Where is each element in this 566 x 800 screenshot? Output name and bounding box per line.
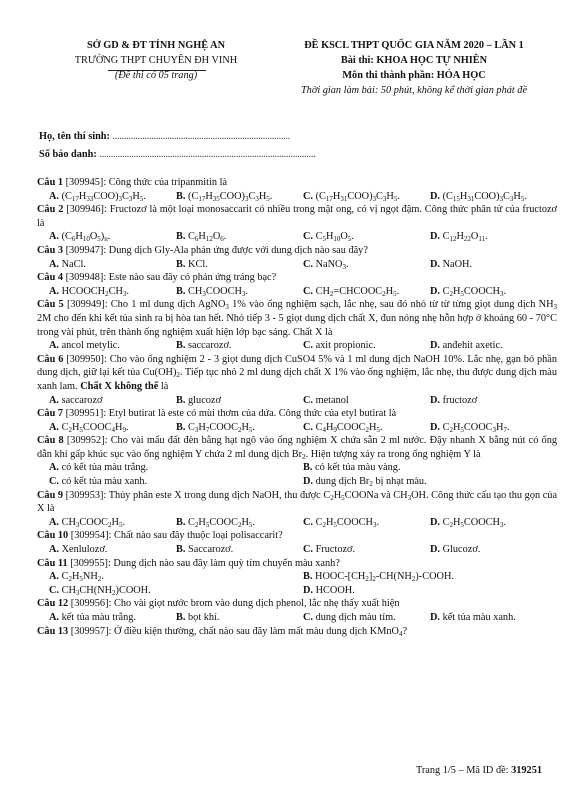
option-letter: B. [176, 190, 189, 202]
question-text: [309945]: Công thức của tripanmitin là [65, 177, 228, 188]
option-letter: B. [176, 394, 189, 406]
option-letter: D. [430, 544, 443, 556]
question-11 [37, 557, 557, 598]
option-letter: C. [303, 421, 316, 433]
question-label: Câu 3 [37, 244, 66, 256]
candidate-id-field[interactable]: ............................................................................................... [99, 149, 316, 160]
question-3 [37, 244, 557, 271]
question-stem [37, 597, 557, 611]
option-text: kết tủa màu xanh. [442, 612, 516, 623]
option-letter: B. [176, 340, 189, 352]
option-text: axit propionic. [315, 340, 376, 352]
answer-options [37, 570, 557, 597]
option-text: có kết tủa màu vàng. [315, 462, 401, 474]
question-label: Câu 11 [37, 557, 71, 569]
option-text: Xenlulozơ. [61, 544, 108, 556]
question-stem [37, 271, 557, 285]
option-text: $C_5H_{10}O_5$. [315, 231, 354, 244]
option-text: $C_6H_{12}O_6$. [188, 231, 227, 244]
question-stem [37, 176, 557, 190]
answer-option-b[interactable] [176, 339, 303, 353]
question-7 [37, 407, 557, 434]
option-text: $CH_3COOCH_3$. [188, 285, 248, 298]
candidate-name-label: Họ, tên thí sinh: [39, 131, 110, 142]
option-letter: D. [430, 258, 443, 270]
option-letter: C. [303, 544, 316, 556]
question-text: [309951]: Etyl butirat là este có mùi thơm của dứa. Công thức của etyl butirat là [65, 408, 397, 420]
option-letter: C. [303, 258, 316, 270]
answer-options [37, 190, 557, 204]
question-stem [37, 557, 557, 571]
option-text: $C_2H_5COOC_3H_7$. [442, 421, 510, 434]
option-text: $(C_{17}H_{33}COO)_3C_3H_5$. [61, 190, 146, 203]
page-footer [416, 764, 542, 778]
candidate-name-row [39, 128, 315, 146]
answer-option-c[interactable] [303, 339, 430, 353]
option-letter: A. [49, 421, 62, 433]
option-text: anđehit axetic. [442, 340, 503, 352]
answer-option-d[interactable] [430, 258, 557, 272]
option-text: dung dịch màu tím. [315, 612, 396, 623]
answer-option-d[interactable] [430, 230, 557, 244]
answer-option-a[interactable] [49, 230, 176, 244]
answer-option-b[interactable] [176, 258, 303, 272]
option-text: $CH_2=CHCOOC_2H_5$. [315, 285, 400, 298]
answer-option-a[interactable] [49, 394, 176, 408]
question-9 [37, 489, 557, 530]
question-4 [37, 271, 557, 298]
option-text: $C_2H_5COOC_4H_9$. [61, 421, 129, 434]
option-letter: B. [176, 516, 189, 528]
option-letter: B. [176, 421, 189, 433]
question-label: Câu 6 [37, 353, 67, 365]
option-letter: B. [176, 544, 189, 556]
option-letter: A. [49, 516, 62, 528]
candidate-name-field[interactable]: .............................................................................. [112, 131, 290, 142]
question-text: [309950]: Cho vào ống nghiệm 2 - 3 giọt dung dịch CuSO4 5% và 1 ml dung dịch NaOH 10%. Lắc nhẹ, gạn bỏ phần dung dịch, giữ lại kết tủa $Cu(OH)_2$. Tiếp tục nhỏ 2 ml dung dịch chất X 1% vào ống nghiệm, lắc nhẹ, thu được dung dịch màu xanh lam. Chất X không thể là [37, 353, 558, 392]
question-text: [309948]: Este nào sau đây có phản ứng tráng bạc? [65, 272, 277, 284]
question-stem [37, 625, 557, 639]
option-text: NaOH. [442, 258, 473, 270]
option-letter: C. [303, 612, 316, 623]
option-letter: D. [430, 190, 443, 202]
answer-option-a[interactable] [49, 258, 176, 272]
option-letter: A. [49, 544, 62, 556]
answer-option-b[interactable] [176, 516, 303, 530]
option-letter: A. [49, 571, 62, 583]
option-letter: A. [49, 394, 62, 406]
answer-option-c[interactable] [303, 258, 430, 272]
option-text: NaCl. [61, 258, 86, 270]
question-10 [37, 529, 557, 556]
candidate-id-label: Số báo danh: [39, 149, 97, 160]
option-letter: D. [430, 285, 443, 297]
option-text: glucozơ [188, 394, 221, 406]
question-label: Câu 7 [37, 408, 66, 420]
answer-options [37, 461, 557, 488]
option-letter: C. [303, 231, 316, 243]
answer-options [37, 339, 557, 353]
question-1 [37, 176, 557, 203]
option-letter: D. [430, 231, 443, 243]
footer-exam-id: 319251 [511, 765, 542, 776]
question-8 [37, 434, 557, 488]
option-letter: B. [176, 612, 189, 623]
answer-option-b[interactable] [176, 230, 303, 244]
exam-title: ĐỀ KSCL THPT QUỐC GIA NĂM 2020 – LẦN 1 [304, 40, 524, 51]
option-text: $C_2H_5NH_2$. [61, 571, 104, 584]
answer-option-d[interactable] [430, 285, 557, 299]
department-name: SỞ GD & ĐT TỈNH NGHỆ AN [86, 40, 226, 51]
option-letter: D. [430, 516, 443, 528]
option-text: HOOC-$[CH_2]_2-CH(NH_2)$-COOH. [315, 571, 454, 584]
answer-options [37, 611, 557, 625]
option-text: saccarozơ [61, 394, 103, 406]
question-list [37, 176, 557, 638]
option-text: $CH_3COOC_2H_5$. [61, 516, 126, 529]
question-stem [37, 529, 557, 543]
answer-option-d[interactable] [430, 339, 557, 353]
question-text: [309947]: Dung dịch Gly-Ala phản ứng được với dung dịch nào sau đây? [65, 244, 368, 256]
option-text: $(C_{15}H_{31}COO)_3C_3H_5$. [442, 190, 527, 203]
question-stem [37, 353, 557, 394]
option-letter: A. [49, 462, 62, 474]
option-letter: C. [49, 476, 62, 488]
answer-option-b[interactable] [176, 394, 303, 408]
answer-option-b[interactable] [176, 190, 303, 204]
answer-option-c[interactable] [303, 421, 430, 435]
test-name: Bài thi: KHOA HỌC TỰ NHIÊN [340, 55, 488, 66]
option-letter: D. [430, 394, 443, 406]
question-text: [309954]: Chất nào sau đây thuộc loại polisaccarit? [70, 530, 283, 542]
subject-name: Môn thi thành phần: HÓA HỌC [342, 70, 486, 81]
question-label: Câu 13 [37, 625, 71, 637]
answer-option-c[interactable] [303, 230, 430, 244]
option-text: $C_2H_5COOC_2H_5$. [188, 516, 255, 529]
question-text: [309956]: Cho vài giọt nước brom vào dung dịch phenol, lắc nhẹ thấy xuất hiện [70, 598, 400, 610]
option-letter: B. [176, 285, 189, 297]
option-letter: C. [303, 516, 316, 528]
candidate-info [39, 128, 315, 164]
answer-option-b[interactable] [176, 421, 303, 435]
option-letter: D. [303, 476, 316, 488]
question-2 [37, 203, 557, 244]
option-letter: A. [49, 258, 62, 270]
question-text: [309946]: Fructozơ là một loại monosaccarit có nhiều trong mật ong, có vị ngọt đậm. Công thức phân tử của fructozơ là [37, 204, 557, 229]
option-letter: C. [49, 584, 62, 596]
option-letter: A. [49, 612, 62, 623]
option-letter: A. [49, 190, 62, 202]
question-stem [37, 203, 557, 230]
question-label: Câu 2 [37, 204, 67, 216]
option-letter: B. [176, 258, 189, 270]
question-stem [37, 489, 557, 516]
answer-options [37, 421, 557, 435]
question-label: Câu 1 [37, 177, 66, 188]
answer-option-d[interactable] [430, 421, 557, 435]
answer-option-b[interactable] [176, 285, 303, 299]
answer-option-a[interactable] [49, 285, 176, 299]
option-text: $CH_3CH(NH_2)COOH$. [61, 584, 151, 597]
option-letter: C. [303, 190, 316, 202]
question-12 [37, 597, 557, 624]
option-text: $C_2H_5COOCH_3$. [442, 285, 507, 298]
option-text: $(C_6H_{10}O_5)_n$. [61, 231, 111, 244]
answer-options [37, 543, 557, 557]
answer-option-d[interactable] [430, 543, 557, 557]
answer-option-d[interactable] [430, 516, 557, 530]
answer-option-a[interactable] [49, 461, 303, 475]
question-label: Câu 12 [37, 598, 71, 610]
answer-option-c[interactable] [303, 394, 430, 408]
answer-options [37, 258, 557, 272]
answer-option-d[interactable] [303, 475, 557, 489]
option-text: $C_{12}H_{22}O_{11}$. [442, 231, 488, 244]
option-text: KCl. [188, 258, 208, 270]
answer-option-a[interactable] [49, 339, 176, 353]
answer-option-b[interactable] [176, 543, 303, 557]
option-letter: D. [430, 340, 443, 352]
answer-option-d[interactable] [303, 584, 557, 598]
answer-options [37, 230, 557, 244]
answer-options [37, 394, 557, 408]
option-letter: C. [303, 394, 316, 406]
answer-option-d[interactable] [430, 394, 557, 408]
answer-option-b[interactable] [303, 461, 557, 475]
answer-option-a[interactable] [49, 516, 176, 530]
option-letter: D. [430, 421, 443, 433]
answer-option-d[interactable] [430, 611, 557, 625]
option-text: fructozơ [442, 394, 478, 406]
option-text: có kết tủa màu trắng. [61, 462, 149, 474]
option-letter: A. [49, 340, 62, 352]
question-text: [309949]: Cho 1 ml dung dịch AgNO$_3$ 1% vào ống nghiệm sạch, lắc nhẹ, sau đó nhỏ từ từ từng giọt dung dịch $NH_3$ 2M cho đến khi kết tủa sinh ra bị hòa tan hết. Nhỏ tiếp 3 - 5 giọt dung dịch chất X, đun nóng nhẹ hỗn hợp ở khoảng 60 - 70°C trong vài phút, trên thành ống nghiệm xuất hiện lớp bạc sáng. Chất X là [37, 299, 558, 338]
question-5 [37, 298, 557, 352]
option-letter: C. [303, 340, 316, 352]
question-text: [309955]: Dung dịch nào sau đây làm quỳ tím chuyển màu xanh? [70, 557, 340, 569]
answer-option-d[interactable] [430, 190, 557, 204]
option-letter: D. [430, 612, 443, 623]
answer-option-a[interactable] [49, 543, 176, 557]
option-text: $C_2H_5COOCH_3$. [442, 516, 507, 529]
option-letter: B. [303, 462, 316, 474]
option-letter: A. [49, 285, 62, 297]
option-text: $C_2H_5COOCH_3$. [315, 516, 380, 529]
answer-option-a[interactable] [49, 570, 303, 584]
header-right [268, 38, 560, 98]
option-text: kết tủa màu trắng. [61, 612, 136, 623]
question-label: Câu 8 [37, 435, 67, 447]
question-label: Câu 5 [37, 299, 67, 311]
header-divider [108, 70, 206, 71]
option-text: $C_4H_9COOC_2H_5$. [315, 421, 383, 434]
answer-option-c[interactable] [303, 516, 430, 530]
question-label: Câu 4 [37, 272, 66, 284]
question-stem [37, 434, 557, 461]
footer-page-text: Trang 1/5 – Mã ID đề: [415, 765, 509, 776]
option-text: HCOOH. [315, 584, 355, 596]
option-text: $C_3H_7COOC_2H_5$. [188, 421, 255, 434]
option-letter: B. [176, 231, 189, 243]
answer-option-c[interactable] [303, 285, 430, 299]
option-text: metanol [315, 394, 349, 406]
question-text: [309952]: Cho vài mẩu đất đèn bằng hạt ngô vào ống nghiệm X chứa sẵn 2 ml nước. Đậy nhanh X bằng nút có ống dẫn khí gấp khúc sục vào ống nghiệm Y chứa 2 ml dung dịch $Br_2$. Hiện tượng xảy ra trong ống nghiệm Y là [37, 435, 557, 461]
question-label: Câu 9 [37, 489, 66, 501]
question-stem [37, 407, 557, 421]
header-left [40, 38, 272, 83]
question-text: [309957]: Ở điều kiện thường, chất nào sau đây làm mất màu dung dịch KMnO$_4$? [70, 625, 408, 638]
option-text: $(C_{17}H_{31}COO)_3C_3H_5$. [315, 190, 400, 203]
question-label: Câu 10 [37, 530, 71, 542]
candidate-id-row [39, 146, 315, 164]
option-text: dung dịch $Br_2$ bị nhạt màu. [315, 476, 427, 489]
answer-option-a[interactable] [49, 190, 176, 204]
option-letter: B. [303, 571, 316, 583]
answer-option-a[interactable] [49, 611, 176, 625]
question-6 [37, 353, 557, 407]
option-letter: A. [49, 231, 62, 243]
option-text: saccarozơ. [188, 340, 232, 352]
time-note: Thời gian làm bài: 50 phút, không kể thời gian phát đề [300, 85, 528, 96]
answer-option-c[interactable] [303, 190, 430, 204]
option-text: có kết tủa màu xanh. [61, 476, 148, 488]
option-text: $HCOOCH_2CH_3$. [61, 285, 129, 298]
page-count-note: (Đề thi có 05 trang) [114, 70, 198, 81]
question-stem [37, 298, 557, 339]
answer-option-c[interactable] [303, 543, 430, 557]
answer-option-c[interactable] [49, 475, 303, 489]
option-text: Saccarozơ. [188, 544, 234, 556]
question-text: [309953]: Thủy phân este X trong dung dịch NaOH, thu được $C_2H_5COONa$ và $CH_3OH$. Công thức cấu tạo thu gọn của X là [37, 489, 558, 515]
answer-option-b[interactable] [176, 611, 303, 625]
option-letter: D. [303, 584, 316, 596]
option-text: Glucozơ. [442, 544, 481, 556]
answer-option-c[interactable] [49, 584, 303, 598]
option-letter: C. [303, 285, 316, 297]
answer-option-a[interactable] [49, 421, 176, 435]
option-text: NaNO$_3$. [315, 258, 349, 271]
option-text: ancol metylic. [61, 340, 120, 352]
option-text: bọt khí. [188, 612, 220, 623]
option-text: Fructozơ. [315, 544, 356, 556]
question-13 [37, 625, 557, 639]
question-stem [37, 244, 557, 258]
answer-options [37, 516, 557, 530]
answer-option-c[interactable] [303, 611, 430, 625]
option-text: $(C_{17}H_{35}COO)_3C_3H_5$. [188, 190, 273, 203]
answer-option-b[interactable] [303, 570, 557, 584]
school-name: TRƯỜNG THPT CHUYÊN ĐH VINH [74, 55, 238, 66]
answer-options [37, 285, 557, 299]
